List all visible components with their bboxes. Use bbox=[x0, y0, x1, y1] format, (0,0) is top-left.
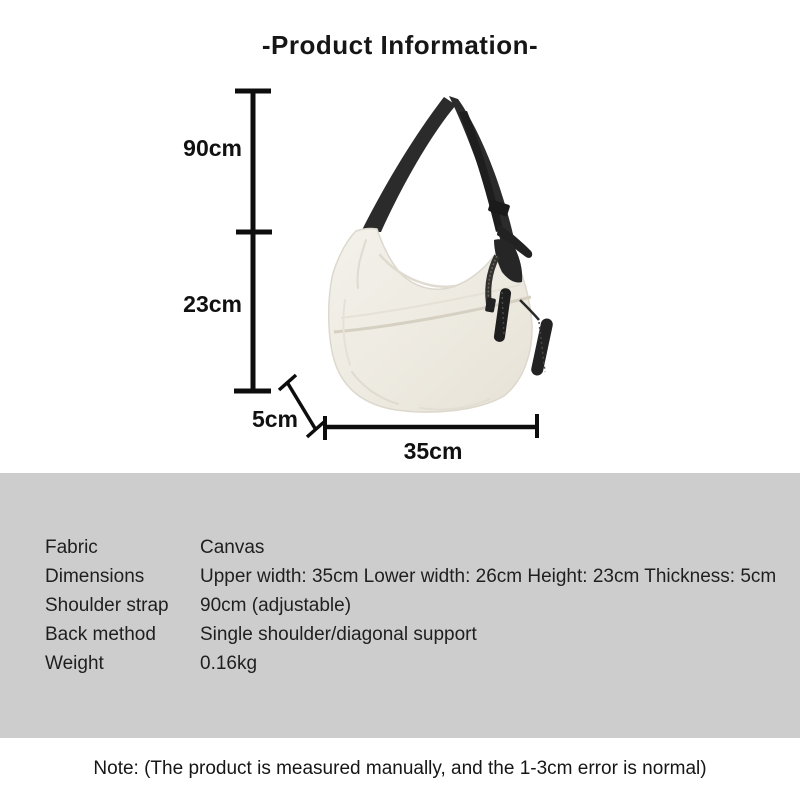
spec-value: 0.16kg bbox=[200, 653, 258, 674]
note-text: Note: (The product is measured manually, and the 1-3cm error is normal) bbox=[93, 758, 707, 779]
spec-label: Back method bbox=[45, 624, 156, 645]
bag-width-label: 35cm bbox=[403, 438, 463, 464]
spec-panel bbox=[0, 473, 800, 738]
spec-value: Upper width: 35cm Lower width: 26cm Height: 23cm Thickness: 5cm bbox=[200, 566, 777, 587]
spec-value: 90cm (adjustable) bbox=[200, 595, 352, 616]
note-bar bbox=[0, 738, 800, 800]
spec-value: Single shoulder/diagonal support bbox=[200, 624, 477, 645]
spec-value: Canvas bbox=[200, 537, 265, 558]
page-title: -Product Information- bbox=[261, 30, 539, 60]
bag-illustration bbox=[329, 96, 554, 412]
spec-table bbox=[45, 533, 790, 678]
spec-label: Fabric bbox=[45, 537, 98, 558]
spec-label: Weight bbox=[45, 653, 104, 674]
bag-height-label: 23cm bbox=[183, 291, 242, 317]
strap-length-label: 90cm bbox=[183, 135, 242, 161]
bag-strap bbox=[361, 96, 532, 258]
spec-label: Dimensions bbox=[45, 566, 145, 587]
bag-thickness-label: 5cm bbox=[251, 406, 298, 432]
spec-label: Shoulder strap bbox=[45, 595, 169, 616]
